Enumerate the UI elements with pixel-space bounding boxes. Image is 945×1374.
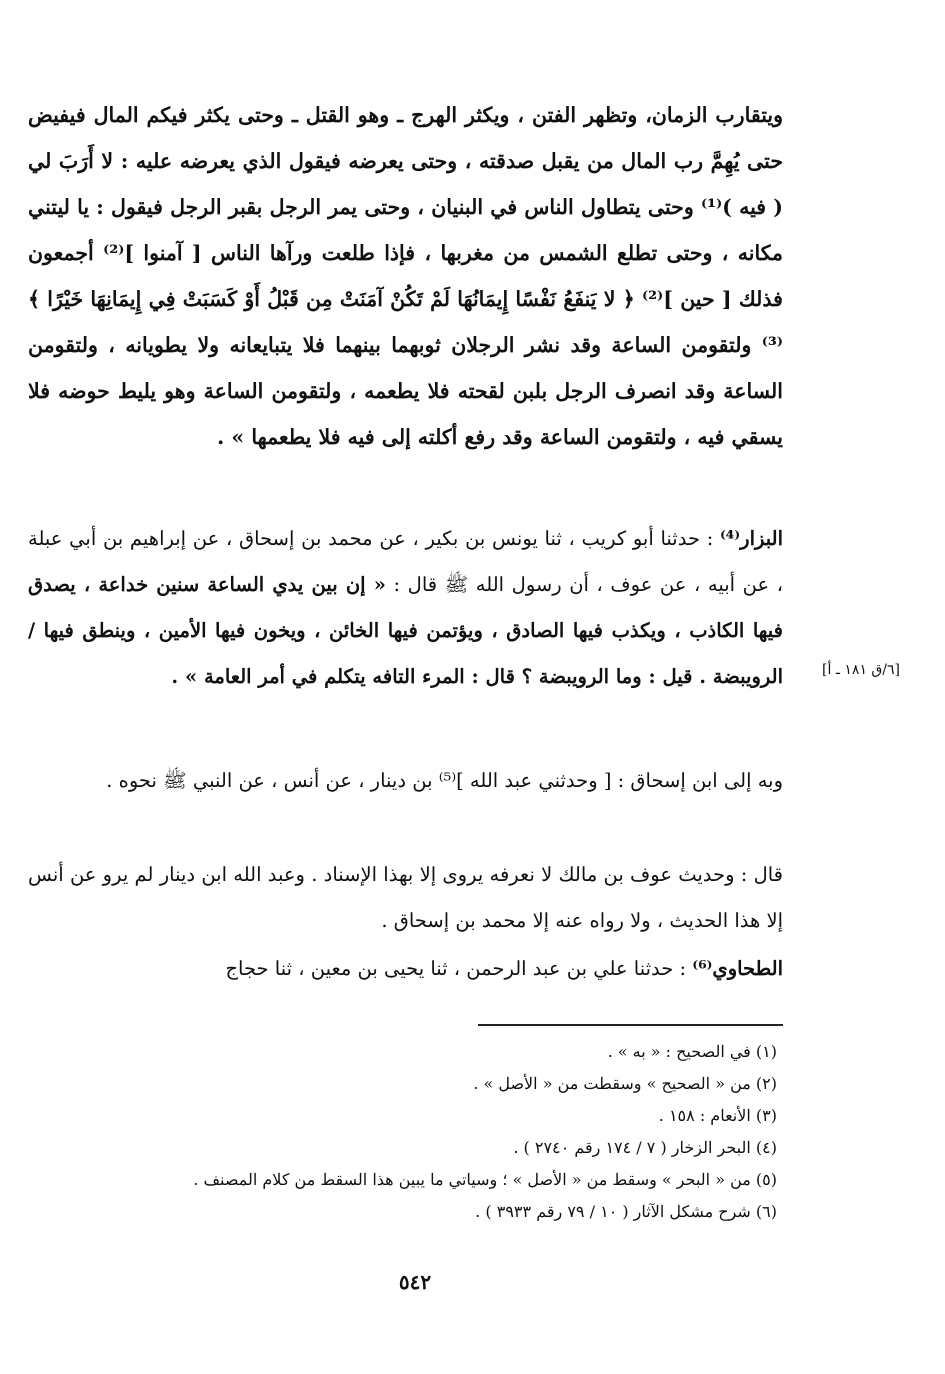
footnote-5: (٥) من « البحر » وسقط من « الأصل » ؛ وسياتي ما يبين هذا السقط من كلام المصنف . [193, 1170, 777, 1189]
paragraph-bazzar [28, 516, 783, 700]
paragraph-bazzar-comment: قال : وحديث عوف بن مالك لا نعرفه يروى إلا بهذا الإسناد . وعبد الله ابن دينار لم يرو عن أنس إلا هذا الحديث ، ولا رواه عنه إلا محمد بن إسحاق . [28, 863, 783, 932]
footnote-1: (١) في الصحيح : « به » . [607, 1042, 777, 1061]
isnad-text: : حدثنا علي بن عبد الرحمن ، ثنا يحيى بن معين ، ثنا حجاج [225, 957, 693, 980]
footnote-4: (٤) البحر الزخار ( ٧ / ١٧٤ رقم ٢٧٤٠ ) . [513, 1138, 777, 1157]
paragraph-tahawi [28, 946, 783, 992]
hadith-matn: « إن بين يدي الساعة سنين خداعة ، يصدق فيها الكاذب ، ويكذب فيها الصادق ، ويؤتمن فيها الخائن ، ويخون فيها الأمين ، وينطق فيها / الرويبضة . قيل : وما الرويبضة ؟ قال : المرء التافه يتكلم في أمر العامة » . [28, 573, 783, 688]
source-name-tahawi: الطحاوي⁽⁶⁾ [692, 957, 783, 980]
manuscript-folio-marker: [٦/ق ١٨١ ـ أ] [822, 662, 900, 678]
footnote-2: (٢) من « الصحيح » وسقطت من « الأصل » . [473, 1074, 777, 1093]
paragraph-ibn-ishaq-chain: وبه إلى ابن إسحاق : [ وحدثني عبد الله ]⁽⁵⁾ بن دينار ، عن أنس ، عن النبي ﷺ نحوه . [106, 769, 783, 792]
paragraph-hadith-continuation: ويتقارب الزمان، وتظهر الفتن ، ويكثر الهرج ـ وهو القتل ـ وحتى يكثر فيكم المال فيفيض حتى يُهِمَّ رب المال من يقبل صدقته ، وحتى يعرضه فيقول الذي يعرضه عليه : لا أَرَبَ لي ( فيه )⁽¹⁾ وحتى يتطاول الناس في البنيان ، وحتى يمر الرجل بقبر الرجل فيقول : يا ليتني مكانه ، وحتى تطلع الشمس من مغربها ، فإذا طلعت ورآها الناس [ آمنوا ]⁽²⁾ أجمعون فذلك [ حين ]⁽²⁾ ﴿ لا يَنفَعُ نَفْسًا إِيمَانُهَا لَمْ تَكُنْ آمَنَتْ مِن قَبْلُ أَوْ كَسَبَتْ فِي إِيمَانِهَا خَيْرًا ﴾⁽³⁾ ولتقومن الساعة وقد نشر الرجلان ثوبهما بينهما فلا يتبايعانه ولا يطويانه ، ولتقومن الساعة وقد انصرف الرجل بلبن لقحته فلا يطعمه ، ولتقومن الساعة وهو يليط حوضه فلا يسقي فيه ، ولتقومن الساعة وقد رفع أكلته إلى فيه فلا يطعمها » . [28, 103, 783, 449]
footnote-3: (٣) الأنعام : ١٥٨ . [658, 1106, 777, 1125]
page-number: ٥٤٢ [398, 1270, 432, 1294]
isnad-text: : حدثنا أبو كريب ، ثنا يونس بن بكير ، عن محمد بن إسحاق ، عن إبراهيم بن أبي عبلة ، عن أبيه ، عن عوف ، أن رسول الله ﷺ قال : [28, 527, 783, 596]
footnotes [32, 1036, 777, 1228]
footnote-divider [478, 1024, 783, 1026]
source-name-bazzar: البزار⁽⁴⁾ [719, 527, 783, 550]
footnote-6: (٦) شرح مشكل الآثار ( ١٠ / ٧٩ رقم ٣٩٣٣ ) . [475, 1202, 777, 1221]
